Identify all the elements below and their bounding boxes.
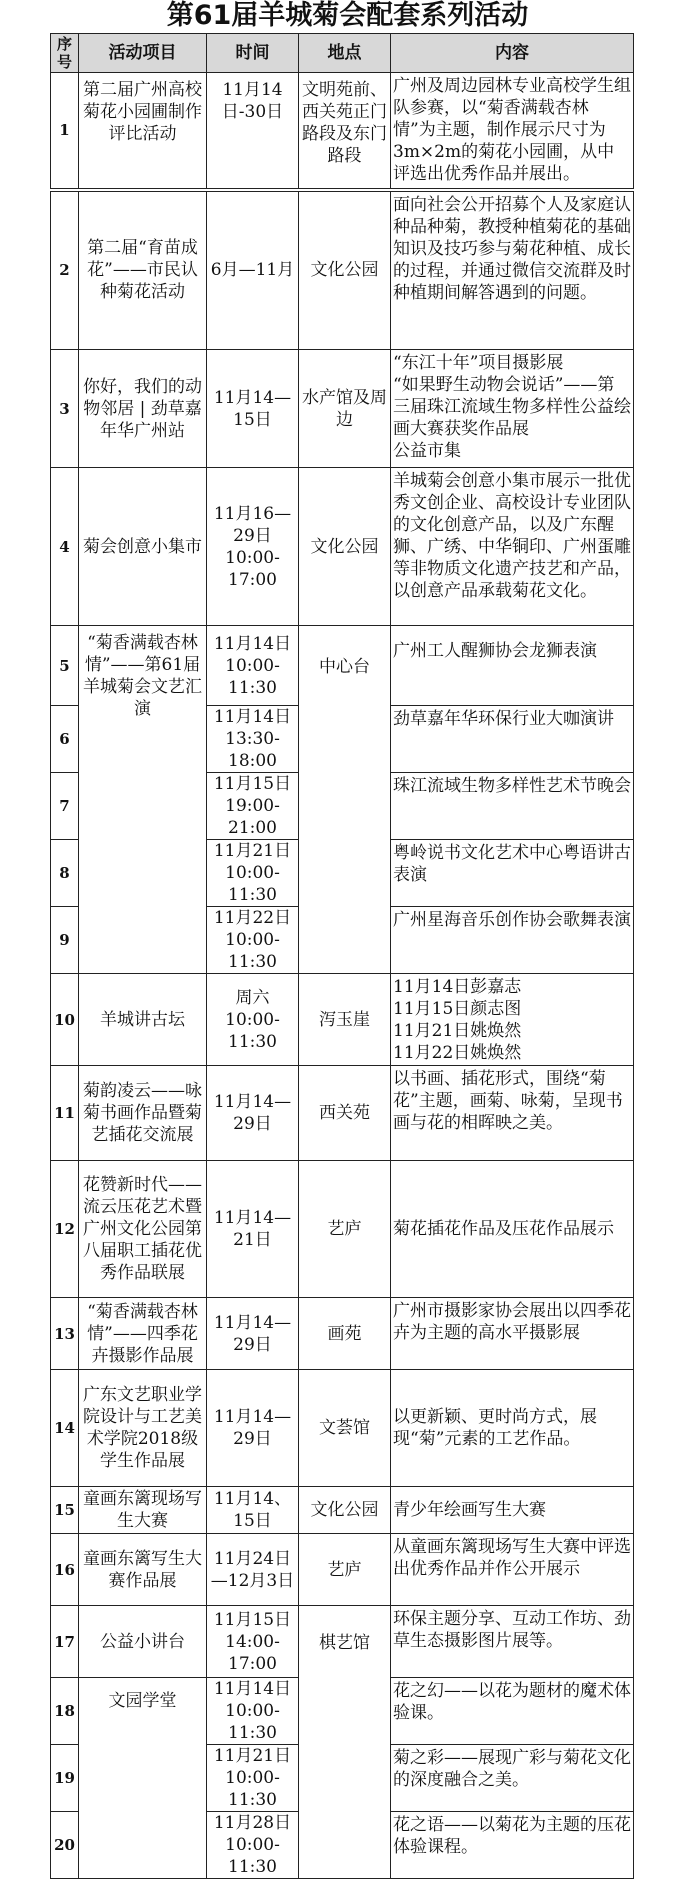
activity-time: 11月14日 10:00-11:30 xyxy=(207,626,299,706)
activity-content: 菊花插花作品及压花作品展示 xyxy=(391,1161,634,1298)
row-number: 16 xyxy=(51,1534,79,1606)
activity-name: 你好，我们的动物邻居 | 劲草嘉年华广州站 xyxy=(79,350,207,468)
page-title: 第61届羊城菊会配套系列活动 xyxy=(166,0,529,31)
activities-table xyxy=(50,33,634,1879)
activity-name: 广东文艺职业学院设计与工艺美术学院2018级学生作品展 xyxy=(79,1370,207,1487)
row-number: 12 xyxy=(51,1161,79,1298)
activity-content: 面向社会公开招募个人及家庭认种品种菊，教授种植菊花的基础知识及技巧参与菊花种植、成长的过程，并通过微信交流群及时种植期间解答遇到的问题。 xyxy=(391,190,634,350)
row-number: 13 xyxy=(51,1298,79,1370)
activity-content: 珠江流域生物多样性艺术节晚会 xyxy=(391,773,634,840)
activity-name: 羊城讲古坛 xyxy=(79,974,207,1066)
activity-content: 环保主题分享、互动工作坊、劲草生态摄影图片展等。 xyxy=(391,1606,634,1678)
activity-time: 11月21日 10:00-11:30 xyxy=(207,1745,299,1812)
activity-time: 11月14—29日 xyxy=(207,1370,299,1487)
row-number: 4 xyxy=(51,468,79,626)
activity-time: 11月14日 10:00-11:30 xyxy=(207,1678,299,1745)
row-number: 17 xyxy=(51,1606,79,1678)
header-no: 序号 xyxy=(51,34,79,73)
table-row xyxy=(51,1487,634,1534)
activity-content: “东江十年”项目摄影展 “如果野生动物会说话”——第三届珠江流域生物多样性公益绘画大赛获奖作品展 公益市集 xyxy=(391,350,634,468)
table-row xyxy=(51,974,634,1066)
table-row xyxy=(51,190,634,350)
activity-time: 11月14日 13:30-18:00 xyxy=(207,706,299,773)
row-number: 15 xyxy=(51,1487,79,1534)
header-content: 内容 xyxy=(391,34,634,73)
activity-content: 劲草嘉年华环保行业大咖演讲 xyxy=(391,706,634,773)
row-number: 6 xyxy=(51,706,79,773)
activity-content: 以更新颖、更时尚方式，展现“菊”元素的工艺作品。 xyxy=(391,1370,634,1487)
activity-name: 公益小讲台 xyxy=(79,1606,207,1678)
header-time: 时间 xyxy=(207,34,299,73)
activity-place: 艺庐 xyxy=(299,1534,391,1606)
activity-name: 第二届广州高校菊花小园圃制作评比活动 xyxy=(79,73,207,190)
activity-place: 文荟馆 xyxy=(299,1370,391,1487)
activity-time: 11月24日—12月3日 xyxy=(207,1534,299,1606)
activity-time: 11月22日 10:00-11:30 xyxy=(207,907,299,974)
activity-time: 11月14—29日 xyxy=(207,1066,299,1161)
activity-time: 11月14—21日 xyxy=(207,1161,299,1298)
row-number: 8 xyxy=(51,840,79,907)
activity-time: 11月14、15日 xyxy=(207,1487,299,1534)
table-row xyxy=(51,1534,634,1606)
activity-time: 11月15日 19:00-21:00 xyxy=(207,773,299,840)
table-row xyxy=(51,468,634,626)
activity-name: 菊会创意小集市 xyxy=(79,468,207,626)
table-row xyxy=(51,1606,634,1678)
activity-time: 11月15日 14:00-17:00 xyxy=(207,1606,299,1678)
activity-name: “菊香满载杏林情”——四季花卉摄影作品展 xyxy=(79,1298,207,1370)
activity-time: 11月14—29日 xyxy=(207,1298,299,1370)
activity-place: 艺庐 xyxy=(299,1161,391,1298)
activity-content: 从童画东篱现场写生大赛中评选出优秀作品并作公开展示 xyxy=(391,1534,634,1606)
table-row xyxy=(51,73,634,190)
activity-name: 第二届“育苗成花”——市民认种菊花活动 xyxy=(79,190,207,350)
table-row xyxy=(51,1370,634,1487)
activity-content: 广州工人醒狮协会龙狮表演 xyxy=(391,626,634,706)
row-number: 20 xyxy=(51,1812,79,1879)
activity-place: 文化公园 xyxy=(299,1487,391,1534)
table-row xyxy=(51,1066,634,1161)
header-project: 活动项目 xyxy=(79,34,207,73)
activity-place: 文明苑前、西关苑正门路段及东门路段 xyxy=(299,73,391,190)
activity-content: 粤岭说书文化艺术中心粤语讲古表演 xyxy=(391,840,634,907)
activity-time: 周六10:00-11:30 xyxy=(207,974,299,1066)
activity-place: 棋艺馆 xyxy=(299,1606,391,1879)
table-row xyxy=(51,350,634,468)
row-number: 9 xyxy=(51,907,79,974)
activity-content: 11月14日彭嘉志 11月15日颜志图 11月21日姚焕然 11月22日姚焕然 xyxy=(391,974,634,1066)
activity-place: 西关苑 xyxy=(299,1066,391,1161)
table-row xyxy=(51,1298,634,1370)
activity-name: 花赞新时代——流云压花艺术暨广州文化公园第八届职工插花优秀作品联展 xyxy=(79,1161,207,1298)
activity-content: 广州市摄影家协会展出以四季花卉为主题的高水平摄影展 xyxy=(391,1298,634,1370)
row-number: 10 xyxy=(51,974,79,1066)
activity-time: 11月16—29日10:00-17:00 xyxy=(207,468,299,626)
activity-place: 画苑 xyxy=(299,1298,391,1370)
table-header-row xyxy=(51,34,634,73)
activity-name: “菊香满载杏林情”——第61届羊城菊会文艺汇演 xyxy=(79,626,207,974)
activity-content: 广州星海音乐创作协会歌舞表演 xyxy=(391,907,634,974)
header-place: 地点 xyxy=(299,34,391,73)
activity-content: 菊之彩——展现广彩与菊花文化的深度融合之美。 xyxy=(391,1745,634,1812)
row-number: 1 xyxy=(51,73,79,190)
activity-place: 中心台 xyxy=(299,626,391,974)
table-row xyxy=(51,626,634,706)
activity-time: 11月28日 10:00-11:30 xyxy=(207,1812,299,1879)
activity-content: 花之语——以菊花为主题的压花体验课程。 xyxy=(391,1812,634,1879)
activity-content: 羊城菊会创意小集市展示一批优秀文创企业、高校设计专业团队的文化创意产品，以及广东醒狮、广绣、中华铜印、广州蛋雕等非物质文化遗产技艺和产品，以创意产品承载菊花文化。 xyxy=(391,468,634,626)
activity-place: 水产馆及周边 xyxy=(299,350,391,468)
row-number: 7 xyxy=(51,773,79,840)
activity-content: 青少年绘画写生大赛 xyxy=(391,1487,634,1534)
activity-name: 菊韵凌云——咏菊书画作品暨菊艺插花交流展 xyxy=(79,1066,207,1161)
activity-content: 以书画、插花形式，围绕“菊花”主题，画菊、咏菊，呈现书画与花的相晖映之美。 xyxy=(391,1066,634,1161)
activity-place: 泻玉崖 xyxy=(299,974,391,1066)
row-number: 2 xyxy=(51,190,79,350)
activity-name: 童画东篱写生大赛作品展 xyxy=(79,1534,207,1606)
row-number: 3 xyxy=(51,350,79,468)
activity-name: 童画东篱现场写生大赛 xyxy=(79,1487,207,1534)
activity-name: 文园学堂 xyxy=(79,1678,207,1879)
row-number: 19 xyxy=(51,1745,79,1812)
activity-content: 广州及周边园林专业高校学生组队参赛，以“菊香满载杏林情”为主题，制作展示尺寸为3m×2m的菊花小园圃，从中评选出优秀作品并展出。 xyxy=(391,73,634,190)
activity-place: 文化公园 xyxy=(299,190,391,350)
activity-time: 11月21日 10:00-11:30 xyxy=(207,840,299,907)
row-number: 18 xyxy=(51,1678,79,1745)
activity-place: 文化公园 xyxy=(299,468,391,626)
activity-time: 11月14—15日 xyxy=(207,350,299,468)
activity-content: 花之幻——以花为题材的魔术体验课。 xyxy=(391,1678,634,1745)
activity-time: 11月14日-30日 xyxy=(207,73,299,190)
row-number: 14 xyxy=(51,1370,79,1487)
row-number: 5 xyxy=(51,626,79,706)
activity-time: 6月—11月 xyxy=(207,190,299,350)
table-row xyxy=(51,1161,634,1298)
row-number: 11 xyxy=(51,1066,79,1161)
